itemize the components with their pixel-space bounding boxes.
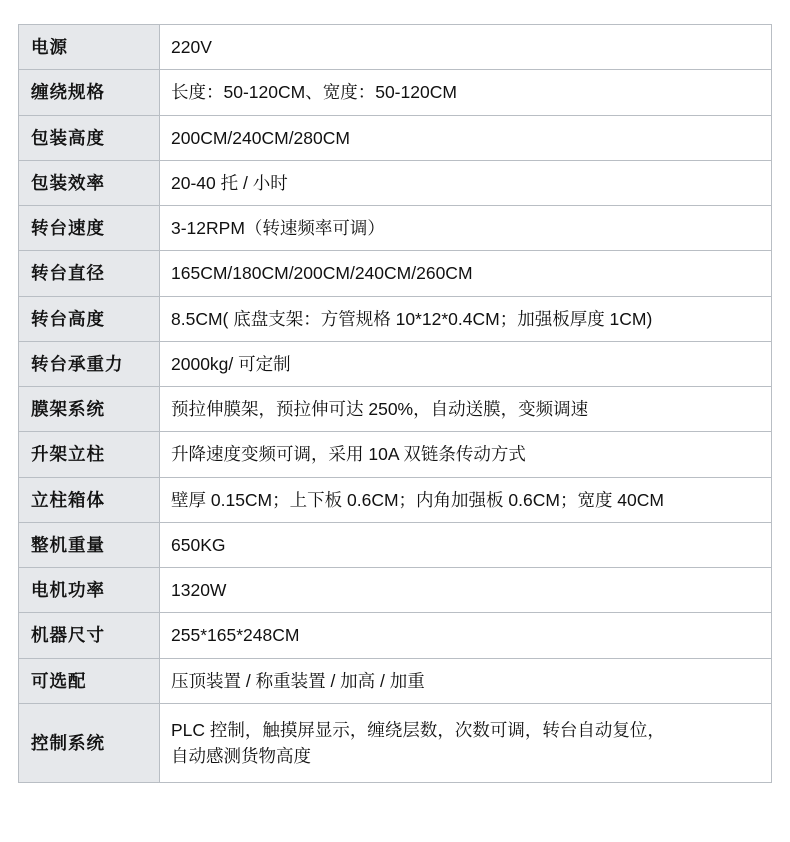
table-row [19, 206, 772, 251]
spec-value: 长度：50-120CM、宽度：50-120CM [160, 70, 772, 115]
spec-value: 650KG [160, 522, 772, 567]
spec-value: 3-12RPM（转速频率可调） [160, 206, 772, 251]
spec-value: 20-40 托 / 小时 [160, 160, 772, 205]
table-row [19, 160, 772, 205]
table-row [19, 658, 772, 703]
spec-value: 压顶装置 / 称重装置 / 加高 / 加重 [160, 658, 772, 703]
spec-label: 控制系统 [19, 703, 160, 783]
spec-label: 升架立柱 [19, 432, 160, 477]
spec-label: 机器尺寸 [19, 613, 160, 658]
specification-table [18, 24, 772, 783]
spec-label: 缠绕规格 [19, 70, 160, 115]
spec-label: 转台速度 [19, 206, 160, 251]
spec-label: 立柱箱体 [19, 477, 160, 522]
spec-value: 165CM/180CM/200CM/240CM/260CM [160, 251, 772, 296]
table-row [19, 387, 772, 432]
spec-value [160, 703, 772, 783]
table-row [19, 70, 772, 115]
spec-label: 包装高度 [19, 115, 160, 160]
spec-value: 壁厚 0.15CM；上下板 0.6CM；内角加强板 0.6CM；宽度 40CM [160, 477, 772, 522]
spec-value: 200CM/240CM/280CM [160, 115, 772, 160]
table-row [19, 568, 772, 613]
spec-label: 电机功率 [19, 568, 160, 613]
table-row [19, 296, 772, 341]
table-row [19, 25, 772, 70]
specification-table-body [19, 25, 772, 783]
table-row [19, 341, 772, 386]
table-row [19, 432, 772, 477]
table-row [19, 115, 772, 160]
table-row [19, 703, 772, 783]
spec-value: 220V [160, 25, 772, 70]
spec-label: 转台直径 [19, 251, 160, 296]
spec-label: 转台承重力 [19, 341, 160, 386]
spec-label: 转台高度 [19, 296, 160, 341]
spec-value-line: PLC 控制，触摸屏显示，缠绕层数，次数可调，转台自动复位， [171, 719, 665, 740]
table-row [19, 522, 772, 567]
spec-value: 2000kg/ 可定制 [160, 341, 772, 386]
spec-value: 255*165*248CM [160, 613, 772, 658]
spec-value: 升降速度变频可调，采用 10A 双链条传动方式 [160, 432, 772, 477]
spec-value: 预拉伸膜架，预拉伸可达 250%，自动送膜，变频调速 [160, 387, 772, 432]
spec-label: 可选配 [19, 658, 160, 703]
spec-label: 包装效率 [19, 160, 160, 205]
spec-label: 整机重量 [19, 522, 160, 567]
spec-value: 8.5CM( 底盘支架：方管规格 10*12*0.4CM；加强板厚度 1CM) [160, 296, 772, 341]
spec-label: 电源 [19, 25, 160, 70]
table-row [19, 251, 772, 296]
spec-value-line: 自动感测货物高度 [171, 746, 311, 766]
table-row [19, 613, 772, 658]
spec-label: 膜架系统 [19, 387, 160, 432]
table-row [19, 477, 772, 522]
spec-value: 1320W [160, 568, 772, 613]
